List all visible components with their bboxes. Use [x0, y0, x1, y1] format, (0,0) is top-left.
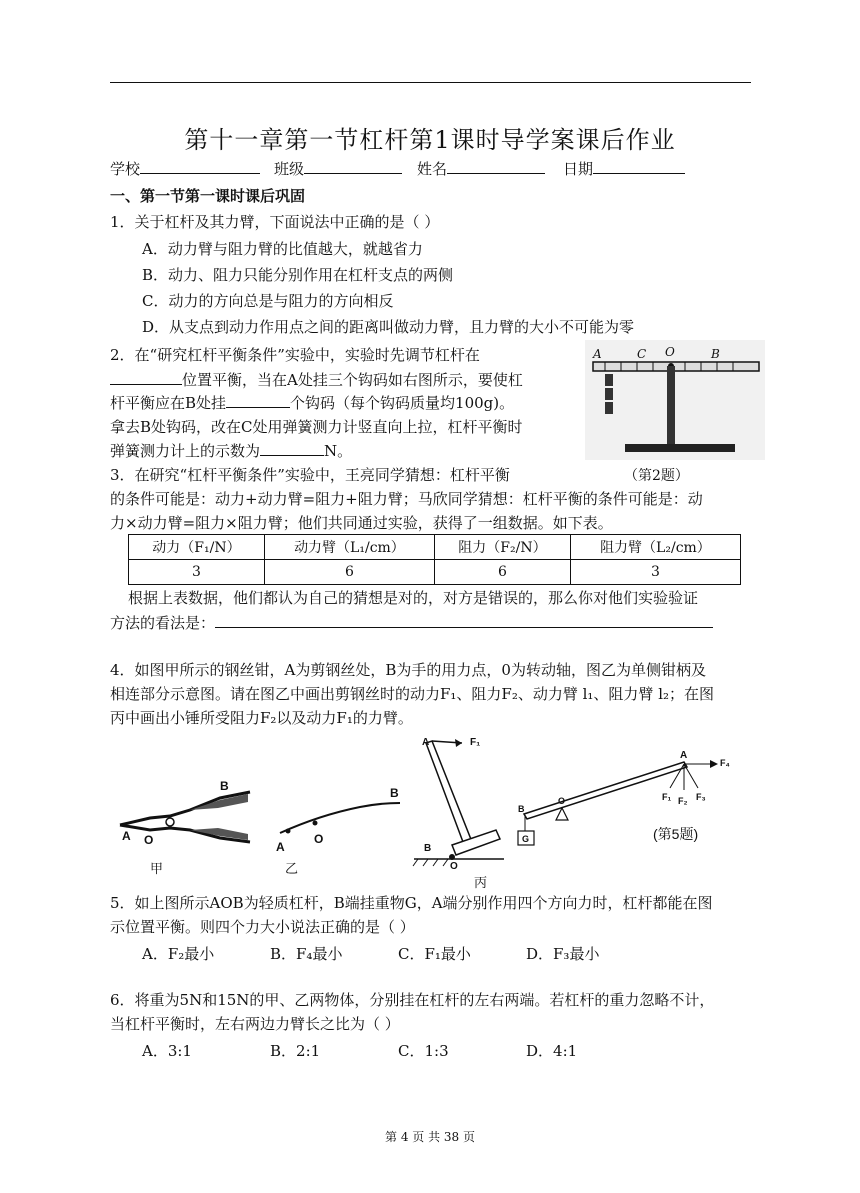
fig-label-o: O — [665, 345, 675, 359]
pliers-figure — [110, 780, 270, 850]
table-header: 阻力（F₂/N） — [434, 535, 570, 560]
hammer-label-b: B — [424, 843, 432, 854]
lever-aob-figure — [512, 748, 737, 858]
q5-line1: 5．如上图所示AOB为轻质杠杆，B端挂重物G，A端分别作用四个方向力时，杠杆都能在图 — [110, 894, 713, 912]
lever-balance-figure — [585, 340, 765, 460]
header-rule — [110, 82, 751, 83]
aob-label-a: A — [680, 750, 688, 761]
page-title: 第十一章第一节杠杆第1课时导学案课后作业 — [184, 126, 676, 154]
aob-label-f4: F₄ — [720, 758, 730, 768]
yi-label-a: A — [276, 840, 285, 854]
q5-caption: (第5题) — [653, 826, 699, 842]
q2-caption: （第2题） — [624, 468, 689, 484]
fig-jia-caption: 甲 — [150, 862, 164, 877]
q4-line2: 相连部分示意图。请在图乙中画出剪钢丝时的动力F₁、阻力F₂、动力臂 l₁、阻力臂 l₂；在图 — [110, 685, 715, 703]
table-header: 阻力臂（L₂/cm） — [570, 535, 740, 560]
aob-label-f3: F₃ — [696, 792, 706, 802]
q1-stem: 1．关于杠杆及其力臂，下面说法中正确的是（ ） — [110, 213, 440, 231]
q6-line1: 6．将重为5N和15N的甲、乙两物体，分别挂在杠杆的左右两端。若杠杆的重力忽略不计， — [110, 991, 715, 1009]
q3-data-table — [128, 534, 741, 585]
q1-option-a: A．动力臂与阻力臂的比值越大，就越省力 — [142, 240, 423, 258]
q4-line3: 丙中画出小锤所受阻力F₂以及动力F₁的力臂。 — [110, 709, 413, 727]
q1-option-d: D．从支点到动力作用点之间的距离叫做动力臂，且力臂的大小不可能为零 — [142, 318, 635, 336]
table-header: 动力臂（L₁/cm） — [264, 535, 434, 560]
fig-bing-caption: 丙 — [474, 876, 488, 891]
table-cell: 3 — [570, 560, 740, 585]
q6-option-d: D．4:1 — [526, 1042, 578, 1060]
hammer-label-a: A — [422, 737, 430, 748]
q5-option-b: B．F₄最小 — [270, 945, 343, 963]
q4-line1: 4．如图甲所示的钢丝钳，A为剪钢丝处，B为手的用力点，0为转动轴，图乙为单侧钳柄及 — [110, 661, 706, 679]
q3-line3: 力×动力臂=阻力×阻力臂；他们共同通过实验，获得了一组数据。如下表。 — [110, 514, 613, 532]
aob-label-o: O — [558, 796, 566, 806]
q2-line4: 拿去B处钩码，改在C处用弹簧测力计竖直向上拉，杠杆平衡时 — [110, 418, 523, 436]
date-field: 日期 — [563, 158, 685, 179]
q5-option-a: A．F₂最小 — [142, 945, 215, 963]
q5-option-d: D．F₃最小 — [526, 945, 600, 963]
table-cell: 6 — [434, 560, 570, 585]
single-handle-figure — [270, 785, 410, 855]
pliers-label-a: A — [122, 829, 131, 843]
school-field: 学校 — [110, 158, 260, 179]
fig-yi-caption: 乙 — [285, 862, 299, 877]
section-heading: 一、第一节第一课时课后巩固 — [110, 187, 306, 205]
q5-option-c: C．F₁最小 — [398, 945, 471, 963]
q6-line2: 当杠杆平衡时，左右两边力臂长之比为（ ） — [110, 1015, 400, 1033]
table-header-row — [129, 535, 741, 560]
table-cell: 3 — [129, 560, 265, 585]
aob-label-f2: F₂ — [678, 796, 688, 806]
pliers-label-b: B — [220, 780, 229, 793]
fig-label-b: B — [711, 347, 720, 361]
q2-line3: 杆平衡应在B处挂 个钩码（每个钩码质量均100g)。 — [110, 394, 515, 412]
q6-option-a: A．3:1 — [142, 1042, 192, 1060]
pliers-label-o: O — [144, 833, 154, 847]
q6-option-c: C．1:3 — [398, 1042, 449, 1060]
q6-option-b: B．2:1 — [270, 1042, 321, 1060]
class-field: 班级 — [274, 158, 402, 179]
fig-label-c: C — [637, 347, 647, 361]
q3-line2: 的条件可能是：动力+动力臂=阻力+阻力臂；马欣同学猜想：杠杆平衡的条件可能是：动 — [110, 490, 703, 508]
table-row — [129, 560, 741, 585]
q3-line1: 3．在研究“杠杆平衡条件”实验中，王亮同学猜想：杠杆平衡 — [110, 466, 510, 484]
q1-option-b: B．动力、阻力只能分别作用在杠杆支点的两侧 — [142, 266, 454, 284]
hammer-label-o: O — [450, 861, 458, 870]
aob-label-b: B — [518, 804, 525, 814]
aob-label-f1: F₁ — [662, 792, 672, 802]
name-field: 姓名 — [417, 158, 545, 179]
q5-line2: 示位置平衡。则四个力大小说法正确的是（ ） — [110, 918, 415, 936]
hammer-figure — [412, 735, 510, 870]
q3-line5: 方法的看法是： — [110, 613, 713, 633]
q3-line4: 根据上表数据，他们都认为自己的猜想是对的，对方是错误的，那么你对他们实验验证 — [128, 589, 699, 607]
q2-line5: 弹簧测力计上的示数为 N。 — [110, 442, 353, 460]
page-footer: 第 4 页 共 38 页 — [385, 1130, 475, 1144]
yi-label-b: B — [390, 786, 399, 800]
q2-line2: 位置平衡，当在A处挂三个钩码如右图所示，要使杠 — [110, 370, 523, 390]
aob-label-g: G — [522, 834, 530, 844]
fig-label-a: A — [593, 347, 602, 361]
q2-line1: 2．在“研究杠杆平衡条件”实验中，实验时先调节杠杆在 — [110, 346, 480, 364]
q1-option-c: C．动力的方向总是与阻力的方向相反 — [142, 292, 394, 310]
yi-label-o: O — [314, 832, 324, 846]
table-cell: 6 — [264, 560, 434, 585]
table-header: 动力（F₁/N） — [129, 535, 265, 560]
hammer-label-f1: F₁ — [470, 737, 481, 748]
